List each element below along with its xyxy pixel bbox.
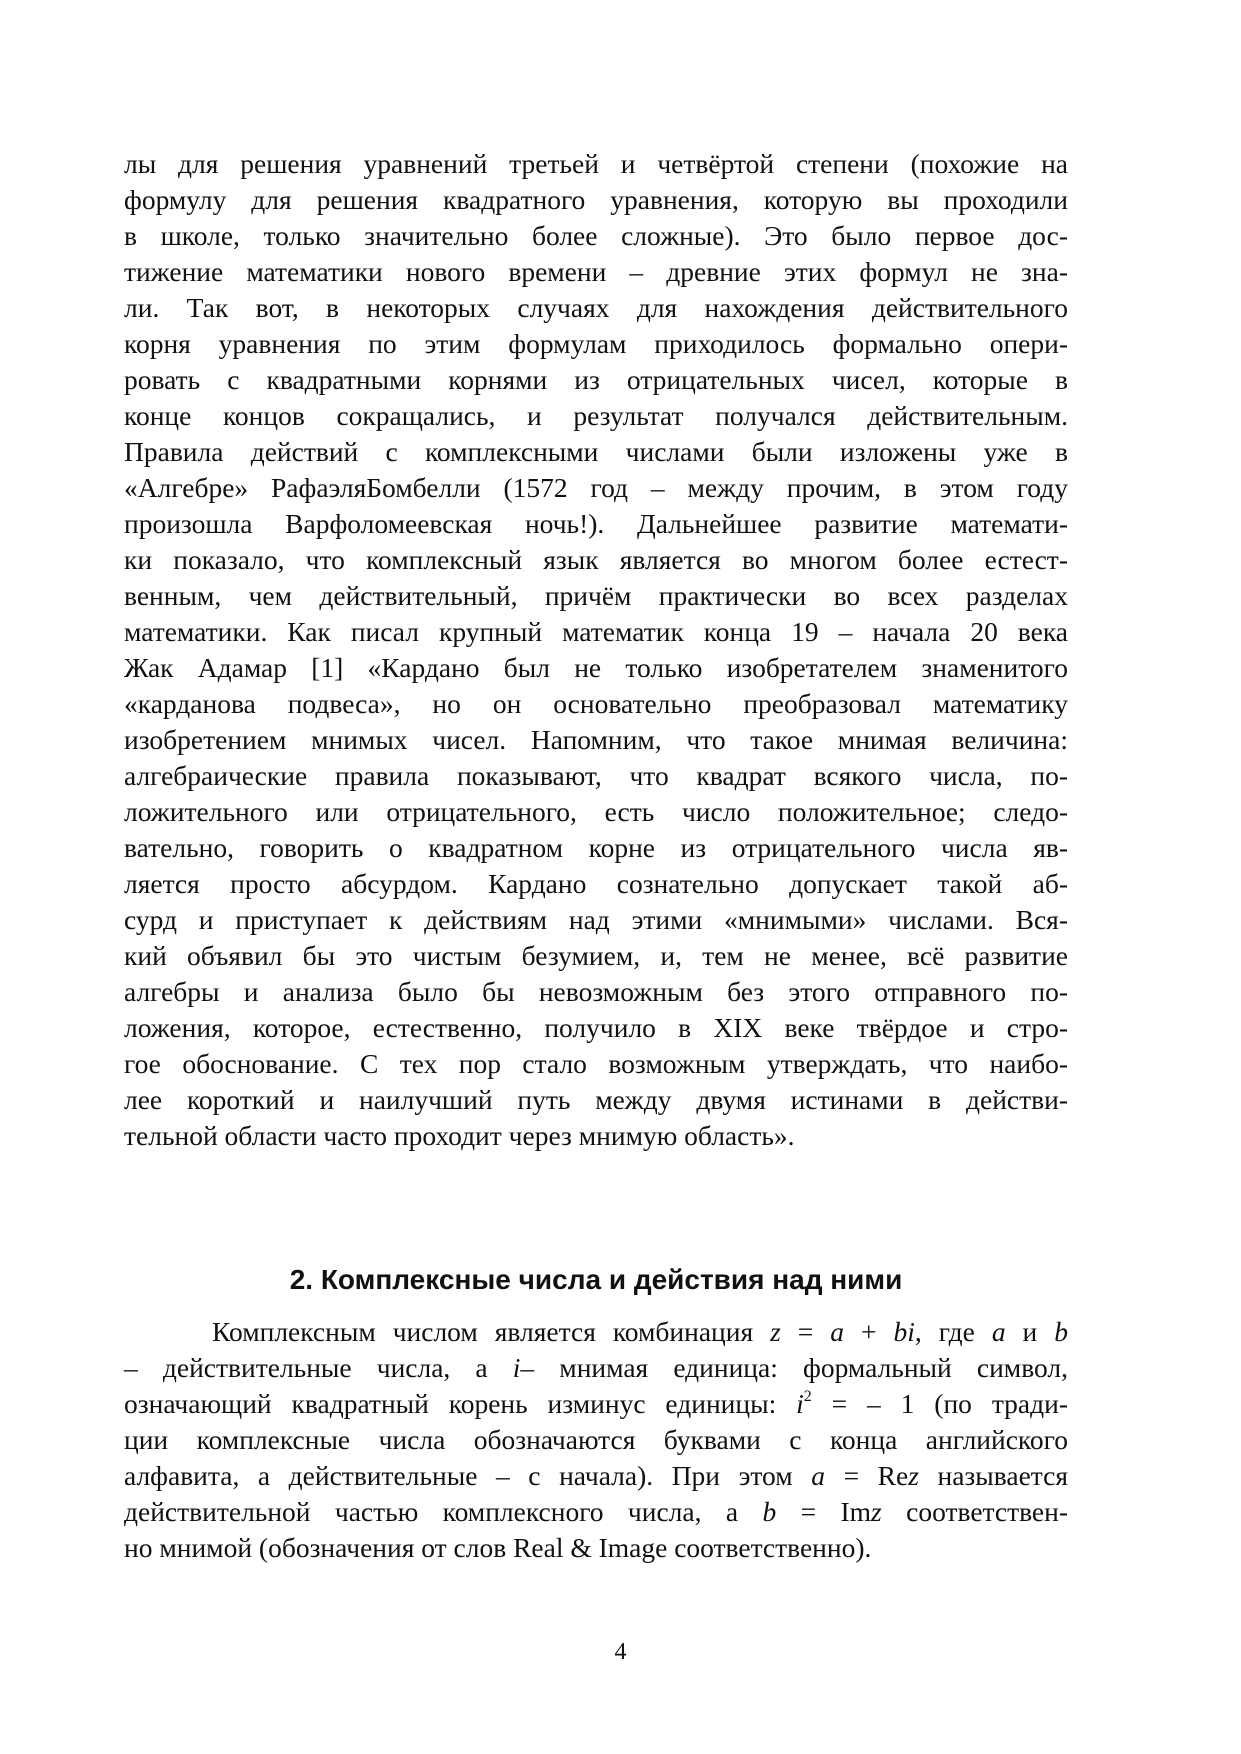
text-line: лы для решения уравнений третьей и четвёртой степени (похожие на xyxy=(124,148,1068,179)
text-line: ложительного или отрицательного, есть число положительное; следо- xyxy=(124,796,1068,827)
text-line: формулу для решения квадратного уравнения, которую вы проходили xyxy=(124,184,1068,215)
text-line: кий объявил бы это чистым безумием, и, тем не менее, всё развитие xyxy=(124,940,1068,971)
text-line: Правила действий с комплексными числами были изложены уже в xyxy=(124,436,1068,467)
text-line: ли. Так вот, в некоторых случаях для нахождения действительного xyxy=(124,292,1068,323)
text-line: «Алгебре» РафаэляБомбелли (1572 год – между прочим, в этом году xyxy=(124,472,1068,503)
section-heading: 2. Комплексные числа и действия над ними xyxy=(289,1264,903,1295)
text-line: корня уравнения по этим формулам приходилось формально опери- xyxy=(124,328,1068,359)
text-line: ровать с квадратными корнями из отрицательных чисел, которые в xyxy=(124,364,1068,395)
text-line: – действительные числа, а i– мнимая единица: формальный символ, xyxy=(124,1352,1068,1383)
text-line: вательно, говорить о квадратном корне из отрицательного числа яв- xyxy=(124,832,1068,863)
text-line: алгебраические правила показывают, что квадрат всякого числа, по- xyxy=(124,760,1068,791)
text-line: Комплексным числом является комбинация z = a + bi, где a и b xyxy=(212,1316,1068,1347)
text-line: произошла Варфоломеевская ночь!). Дальнейшее развитие математи- xyxy=(124,508,1068,539)
text-line: гое обоснование. С тех пор стало возможным утверждать, что наибо- xyxy=(124,1048,1068,1079)
text-line: ляется просто абсурдом. Кардано сознательно допускает такой аб- xyxy=(124,868,1068,899)
text-line: ки показало, что комплексный язык является во многом более естест- xyxy=(124,544,1068,575)
text-line: ции комплексные числа обозначаются буквами с конца английского xyxy=(124,1424,1068,1455)
text-line: изобретением мнимых чисел. Напомним, что такое мнимая величина: xyxy=(124,724,1068,755)
text-line: означающий квадратный корень изминус единицы: $i^2$ = – 1 (по тради- xyxy=(124,1388,1068,1419)
text-line: тельной области часто проходит через мнимую область». xyxy=(124,1120,795,1151)
text-line: в школе, только значительно более сложные). Это было первое дос- xyxy=(124,220,1068,251)
text-line: ложения, которое, естественно, получило в XIX веке твёрдое и стро- xyxy=(124,1012,1068,1043)
text-line: сурд и приступает к действиям над этими «мнимыми» числами. Вся- xyxy=(124,904,1068,935)
text-line: алгебры и анализа было бы невозможным без этого отправного по- xyxy=(124,976,1068,1007)
text-line: алфавита, а действительные – с начала). При этом a = Rez называется xyxy=(124,1460,1068,1491)
text-line: но мнимой (обозначения от слов Real & Image соответственно). xyxy=(124,1532,872,1563)
text-line: Жак Адамар [1] «Кардано был не только изобретателем знаменитого xyxy=(124,652,1068,683)
text-line: венным, чем действительный, причём практически во всех разделах xyxy=(124,580,1068,611)
text-line: математики. Как писал крупный математик конца 19 – начала 20 века xyxy=(124,616,1068,647)
text-line: тижение математики нового времени – древние этих формул не зна- xyxy=(124,256,1068,287)
text-line: действительной частью комплексного числа, а b = Imz соответствен- xyxy=(124,1496,1069,1527)
text-line: конце концов сокращались, и результат получался действительным. xyxy=(124,400,1068,431)
text-line: «карданова подвеса», но он основательно преобразовал математику xyxy=(124,688,1068,719)
text-line: лее короткий и наилучший путь между двумя истинами в действи- xyxy=(124,1084,1068,1115)
page-number: 4 xyxy=(614,1639,627,1665)
